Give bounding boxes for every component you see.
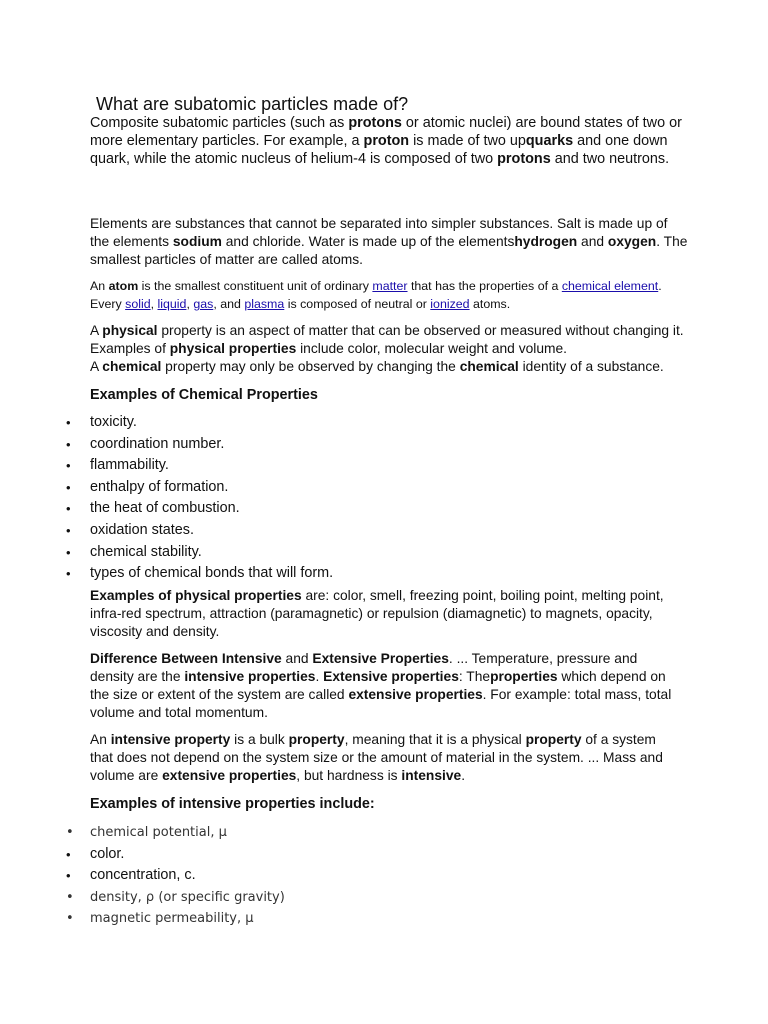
text: A: [90, 323, 103, 338]
text: , and: [213, 297, 245, 311]
text: . For example: total mass, total volume and total momentum.: [90, 687, 672, 720]
text: and: [281, 651, 313, 666]
text: . Every: [90, 279, 662, 311]
link-plasma[interactable]: plasma: [244, 297, 285, 311]
bold-text: protons: [497, 151, 551, 167]
text: is the smallest constituent unit of ordinary: [138, 279, 373, 293]
text: is a bulk: [230, 732, 289, 747]
bold-text: physical properties: [169, 341, 297, 356]
bold-text: protons: [348, 115, 402, 131]
text: . ... Temperature, pressure and density are the: [90, 651, 638, 684]
text: is composed of neutral or: [284, 297, 431, 311]
list-item: • oxidation states.: [66, 520, 706, 542]
bold-text: intensive: [401, 768, 462, 783]
text: , meaning that it is a physical: [344, 732, 526, 747]
text: is made of two up: [409, 133, 526, 149]
paragraph-atom: [90, 277, 670, 313]
text: Composite subatomic particles (such as: [90, 115, 349, 131]
bold-text: atom: [108, 279, 139, 293]
bold-text: proton: [363, 133, 410, 149]
text: , but hardness is: [296, 768, 402, 783]
list-item: • chemical potential, μ: [66, 822, 706, 844]
text: which depend on the size or extent of the system are called: [90, 669, 666, 702]
bold-text: hydrogen: [514, 234, 578, 249]
text: that has the properties of a: [407, 279, 562, 293]
text: An: [90, 279, 109, 293]
text: An: [90, 732, 111, 747]
heading-intensive-examples: Examples of intensive properties include:: [90, 796, 375, 812]
list-item: • chemical stability.: [66, 542, 706, 564]
heading-chemical-properties: Examples of Chemical Properties: [90, 387, 318, 403]
bold-text: intensive properties: [184, 669, 316, 684]
bold-text: sodium: [172, 234, 222, 249]
bold-text: Difference Between Intensive: [90, 651, 282, 666]
bold-text: extensive properties: [162, 768, 297, 783]
bold-text: Examples of physical properties: [90, 588, 302, 603]
paragraph-elements: [90, 215, 690, 269]
text: . The smallest particles of matter are called atoms.: [90, 234, 688, 267]
list-item: • types of chemical bonds that will form.: [66, 563, 706, 585]
list-item: • the heat of combustion.: [66, 498, 706, 520]
text: property may only be observed by changing the: [161, 359, 460, 374]
text: are: color, smell, freezing point, boiling point, melting point, infra-red spectrum, attraction (paramagnetic) or repulsion (diamagnetic) to magnets, opacity, viscosity and density.: [90, 588, 664, 639]
list-item: • coordination number.: [66, 434, 706, 456]
chemical-properties-list: [66, 412, 706, 585]
list-item: • toxicity.: [66, 412, 706, 434]
link-chemical-element[interactable]: chemical element: [561, 279, 659, 293]
text: : The: [458, 669, 491, 684]
text: and one down quark, while the atomic nucleus of helium-4 is composed of two: [90, 133, 668, 167]
text: .: [461, 768, 466, 783]
bold-text: oxygen: [607, 234, 657, 249]
link-liquid[interactable]: liquid: [157, 297, 187, 311]
link-solid[interactable]: solid: [125, 297, 151, 311]
bold-text: extensive properties: [348, 687, 483, 702]
list-item: • magnetic permeability, μ: [66, 908, 706, 930]
list-item: • concentration, c.: [66, 865, 706, 887]
paragraph-physical-property: [90, 322, 690, 358]
list-item: • density, ρ (or specific gravity): [66, 887, 706, 909]
page-title: What are subatomic particles made of?: [96, 94, 409, 114]
list-item: • color.: [66, 844, 706, 866]
intensive-properties-list: [66, 822, 706, 930]
link-matter[interactable]: matter: [372, 279, 408, 293]
text: identity of a substance.: [518, 359, 664, 374]
paragraph-subatomic: [90, 114, 690, 168]
bold-text: Extensive Properties: [312, 651, 449, 666]
bold-text: quarks: [525, 133, 574, 149]
text: or atomic nuclei) are bound states of two or more elementary particles. For example, a: [90, 115, 682, 149]
text: include color, molecular weight and volume.: [296, 341, 567, 356]
paragraph-chemical-property: [90, 358, 710, 376]
text: atoms.: [469, 297, 511, 311]
text: and: [577, 234, 608, 249]
text: ,: [150, 297, 158, 311]
paragraph-intensive-extensive: [90, 650, 680, 722]
text: .: [315, 669, 324, 684]
text: ,: [186, 297, 194, 311]
list-item: • flammability.: [66, 455, 706, 477]
text: Elements are substances that cannot be separated into simpler substances. Salt is made up of the elements: [90, 216, 668, 249]
paragraph-intensive-property: [90, 731, 680, 785]
text: and chloride. Water is made up of the elements: [221, 234, 515, 249]
link-ionized[interactable]: ionized: [430, 297, 470, 311]
text: and two neutrons.: [550, 151, 670, 167]
text: of a system that does not depend on the system size or the amount of material in the system. ... Mass and volume are: [90, 732, 663, 783]
bold-text: chemical: [102, 359, 162, 374]
paragraph-physical-examples: [90, 587, 680, 641]
bold-text: property: [288, 732, 345, 747]
bold-text: chemical: [459, 359, 519, 374]
text: property is an aspect of matter that can be observed or measured without changing it. Examples of: [90, 323, 684, 356]
text: A: [90, 359, 103, 374]
link-gas[interactable]: gas: [193, 297, 214, 311]
bold-text: intensive property: [110, 732, 231, 747]
bold-text: property: [525, 732, 582, 747]
bold-text: physical: [102, 323, 158, 338]
bold-text: Extensive properties: [323, 669, 459, 684]
bold-text: properties: [490, 669, 558, 684]
list-item: • enthalpy of formation.: [66, 477, 706, 499]
